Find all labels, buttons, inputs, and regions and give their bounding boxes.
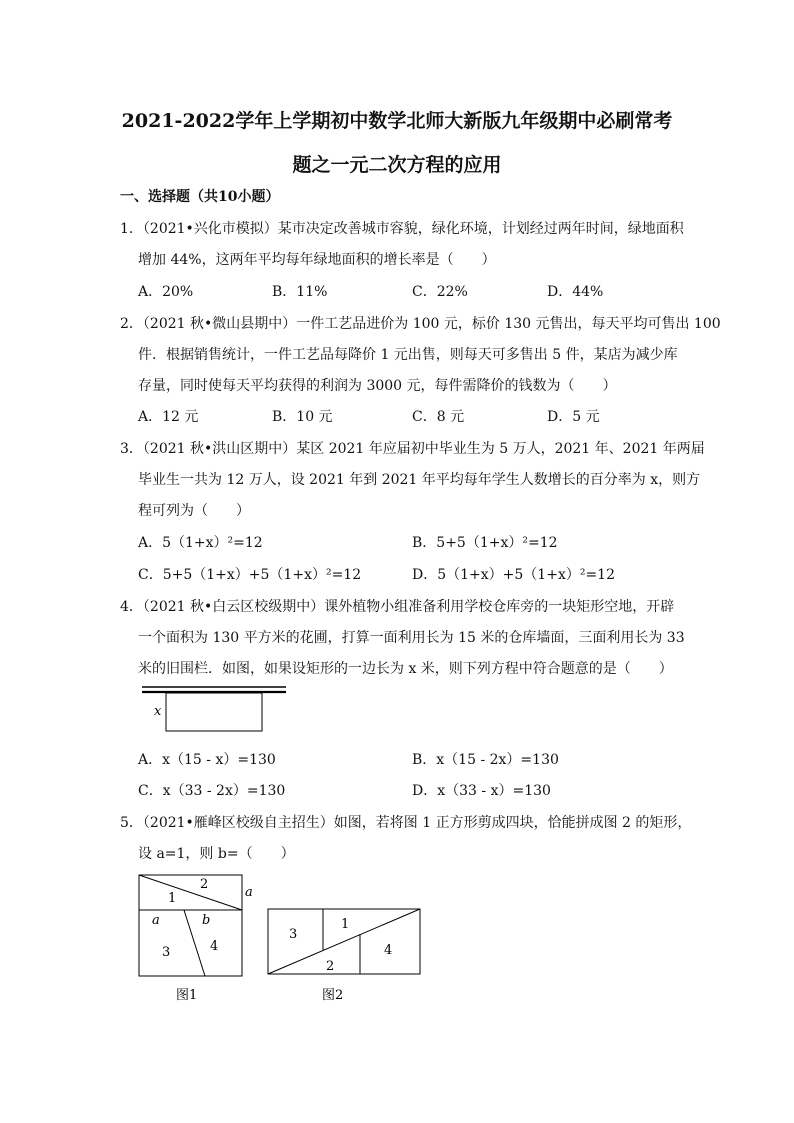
fig2-caption: 图2: [322, 988, 344, 1003]
fig1-label-3: 3: [162, 945, 171, 960]
fig1-label-a-top: a: [152, 913, 160, 928]
q3-line-2: 毕业生一共为 12 万人，设 2021 年到 2021 年平均每年学生人数增长的百分率为 x，则方: [138, 472, 701, 488]
q2-option-c: C．8 元: [412, 409, 465, 425]
q4-line-2: 一个面积为 130 平方米的花圃，打算一面利用长为 15 米的仓库墙面，三面利用长为 33: [138, 630, 685, 646]
q4-figure-x-label: x: [154, 704, 162, 719]
q2-option-d: D．5 元: [547, 409, 600, 425]
q1-option-b: B．11%: [272, 284, 328, 300]
q4-figure-warehouse-wall: [138, 685, 298, 737]
q1-option-a: A．20%: [138, 284, 194, 300]
fig1-label-1: 1: [168, 891, 177, 906]
q4-option-b: B．x（15 - 2x）=130: [412, 752, 559, 768]
q3-option-c: C．5+5（1+x）+5（1+x）²=12: [138, 567, 362, 583]
q5-line-1: 5．（2021•雁峰区校级自主招生）如图，若将图 1 正方形剪成四块，恰能拼成图 2 的矩形，: [120, 815, 692, 831]
q3-option-b: B．5+5（1+x）²=12: [412, 535, 558, 551]
section-heading: 一、选择题（共10小题）: [120, 189, 280, 205]
fig1-label-a-side: a: [245, 885, 253, 900]
fig1-label-4: 4: [210, 939, 219, 954]
q4-option-a: A．x（15 - x）=130: [138, 752, 276, 768]
fig1-diagonal: [139, 875, 242, 910]
q2-line-2: 件．根据销售统计，一件工艺品每降价 1 元出售，则每天可多售出 5 件，某店为减少库: [138, 347, 678, 363]
fig1-label-2: 2: [200, 877, 209, 892]
fig2-label-4: 4: [384, 943, 393, 958]
page-title-line-2: 题之一元二次方程的应用: [292, 154, 502, 176]
q5-line-2: 设 a=1，则 b=（ ）: [138, 846, 295, 862]
q3-line-1: 3．（2021 秋•洪山区期中）某区 2021 年应届初中毕业生为 5 万人，2021 年、2021 年两届: [120, 441, 705, 457]
q4-line-3: 米的旧围栏．如图，如果设矩形的一边长为 x 米，则下列方程中符合题意的是（ ）: [138, 661, 673, 677]
q2-line-1: 2．（2021 秋•微山县期中）一件工艺品进价为 100 元，标价 130 元售出，每天平均可售出 100: [120, 316, 721, 332]
q2-option-b: B．10 元: [272, 409, 333, 425]
page-title-line-1: 2021-2022学年上学期初中数学北师大新版九年级期中必刷常考: [121, 110, 673, 132]
q5-figure-1: [130, 868, 260, 1008]
q2-line-3: 存量，同时使每天平均获得的利润为 3000 元，每件需降价的钱数为（ ）: [138, 378, 617, 394]
q2-option-a: A．12 元: [138, 409, 199, 425]
q3-line-3: 程可列为（ ）: [138, 503, 250, 519]
q3-option-d: D．5（1+x）+5（1+x）²=12: [412, 567, 615, 583]
fig2-label-3: 3: [289, 927, 298, 942]
flower-bed-rect: [166, 693, 262, 731]
q5-figure-2: [260, 900, 430, 1008]
q1-line-2: 增加 44%，这两年平均每年绿地面积的增长率是（ ）: [138, 252, 496, 268]
q4-line-1: 4．（2021 秋•白云区校级期中）课外植物小组准备利用学校仓库旁的一块矩形空地，开辟: [120, 599, 675, 615]
q4-option-c: C．x（33 - 2x）=130: [138, 783, 286, 799]
fig2-label-2: 2: [326, 959, 335, 974]
q1-line-1: 1．（2021•兴化市模拟）某市决定改善城市容貌，绿化环境，计划经过两年时间，绿地面积: [120, 221, 684, 237]
fig2-label-1: 1: [341, 917, 350, 932]
q1-option-d: D．44%: [547, 284, 604, 300]
q1-option-c: C．22%: [412, 284, 468, 300]
q4-option-d: D．x（33 - x）=130: [412, 783, 551, 799]
fig1-label-b: b: [202, 913, 211, 928]
fig1-caption: 图1: [176, 988, 198, 1003]
q3-option-a: A．5（1+x）²=12: [138, 535, 263, 551]
